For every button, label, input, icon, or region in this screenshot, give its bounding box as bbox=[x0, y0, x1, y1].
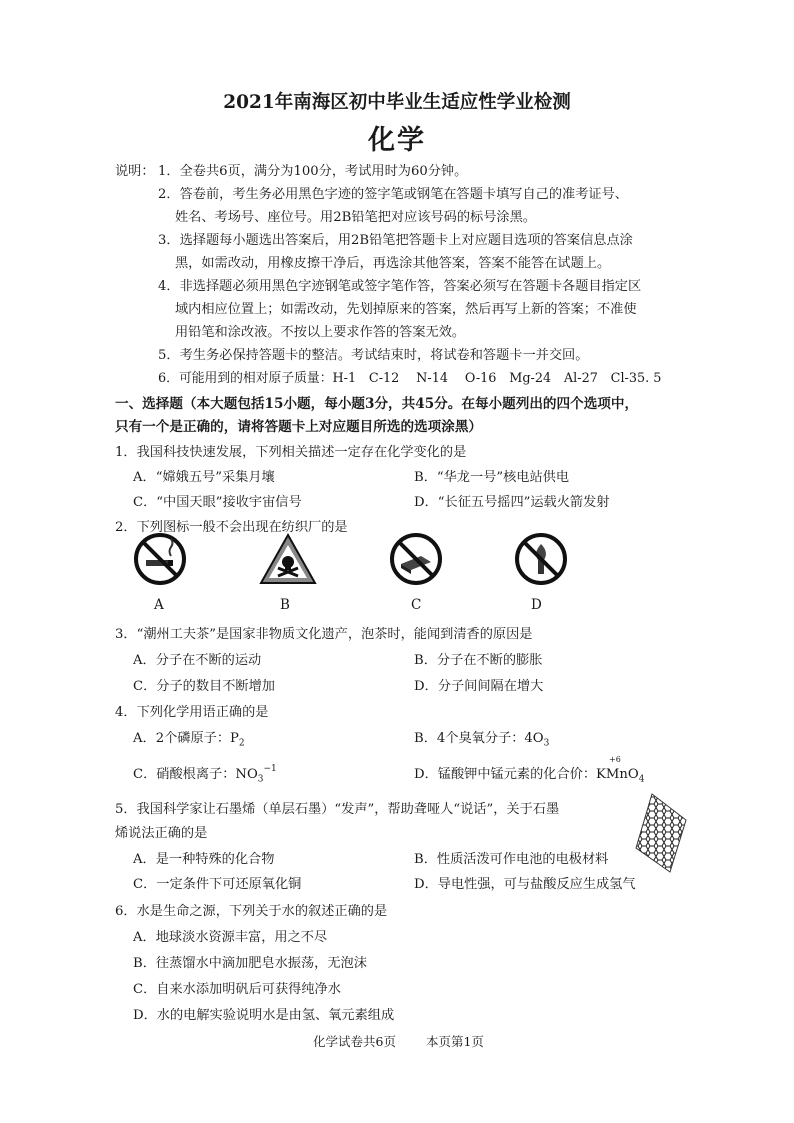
question-1-option-a: A．“嫦娥五号”采集月壤 bbox=[133, 470, 275, 485]
question-2-label-a: A bbox=[154, 597, 164, 613]
question-2-label-d: D bbox=[531, 597, 542, 613]
instruction-line: 6．可能用到的相对原子质量：H-1 C-12 N-14 O-16 Mg-24 Al-27 Cl-35. 5 bbox=[158, 371, 662, 386]
question-1-option-b: B．“华龙一号”核电站供电 bbox=[414, 470, 570, 485]
question-4-option-c: C．硝酸根离子：$NO_3^{-1}$ bbox=[133, 763, 277, 785]
question-1-option-c: C．“中国天眼”接收宇宙信号 bbox=[133, 495, 302, 510]
section-heading: 只有一个是正确的，请将答题卡上对应题目所选的选项涂黑） bbox=[115, 419, 483, 435]
question-4-option-b: B．4个臭氧分子：$4O_3$ bbox=[414, 731, 550, 749]
instruction-line: 黑，如需改动，用橡皮擦干净后，再选涂其他答案，答案不能答在试题上。 bbox=[175, 256, 611, 271]
question-4-option-d: D．锰酸钾中锰元素的化合价： +6 KMnO$_4$ bbox=[414, 755, 645, 785]
question-3-option-a: A．分子在不断的运动 bbox=[133, 653, 262, 668]
instruction-line: 姓名、考场号、座位号。用2B铅笔把对应该号码的标号涂黑。 bbox=[175, 210, 536, 225]
question-3-option-b: B．分子在不断的膨胀 bbox=[414, 653, 543, 668]
question-5-stem: 烯说法正确的是 bbox=[115, 826, 208, 841]
question-5-option-b: B．性质活泼可作电池的电极材料 bbox=[414, 852, 609, 867]
no-open-flame-icon bbox=[514, 532, 568, 586]
section-heading: 一、选择题（本大题包括15小题，每小题3分，共45分。在每小题列出的四个选项中， bbox=[115, 396, 639, 412]
instructions-label: 说明： bbox=[115, 164, 155, 179]
instruction-line: 1．全卷共6页，满分为100分，考试用时为60分钟。 bbox=[158, 164, 468, 179]
question-4-option-a: A．2个磷原子：$P_2$ bbox=[133, 731, 245, 749]
instruction-line: 4．非选择题必须用黑色字迹钢笔或签字笔作答，答案必须写在答题卡各题目指定区 bbox=[158, 279, 642, 294]
question-5-option-d: D．导电性强，可与盐酸反应生成氢气 bbox=[414, 877, 636, 892]
question-2-label-b: B bbox=[280, 597, 290, 613]
question-6-option-d: D．水的电解实验说明水是由氢、氧元素组成 bbox=[133, 1008, 395, 1023]
question-5-option-a: A．是一种特殊的化合物 bbox=[133, 852, 275, 867]
question-3-option-c: C．分子的数目不断增加 bbox=[133, 679, 275, 694]
question-2-stem: 2．下列图标一般不会出现在纺织厂的是 bbox=[115, 520, 348, 535]
question-6-option-a: A．地球淡水资源丰富，用之不尽 bbox=[133, 930, 328, 945]
question-3-stem: 3．“潮州工夫茶”是国家非物质文化遗产，泡茶时，能闻到清香的原因是 bbox=[115, 627, 533, 642]
instruction-line: 用铅笔和涂改液。不按以上要求作答的答案无效。 bbox=[175, 325, 466, 340]
no-smoking-icon bbox=[133, 532, 187, 586]
question-6-option-c: C．自来水添加明矾后可获得纯净水 bbox=[133, 982, 341, 997]
question-1-option-d: D．“长征五号摇四”运载火箭发射 bbox=[414, 495, 610, 510]
question-4-stem: 4．下列化学用语正确的是 bbox=[115, 705, 269, 720]
question-5-stem: 5．我国科学家让石墨烯（单层石墨）“发声”，帮助聋哑人“说话”，关于石墨 bbox=[115, 802, 560, 817]
question-6-option-b: B．往蒸馏水中滴加肥皂水振荡，无泡沫 bbox=[133, 956, 367, 971]
instruction-line: 域内相应位置上；如需改动，先划掉原来的答案，然后再写上新的答案；不准使 bbox=[175, 302, 637, 317]
graphene-lattice-icon bbox=[632, 790, 688, 876]
instruction-line: 2．答卷前，考生务必用黑色字迹的签字笔或钢笔在答题卡填写自己的准考证号、 bbox=[158, 187, 628, 202]
subject-title: 化学 bbox=[368, 125, 426, 156]
page-title: 2021年南海区初中毕业生适应性学业检测 bbox=[223, 92, 571, 113]
instruction-line: 5．考生务必保持答题卡的整洁。考试结束时，将试卷和答题卡一并交回。 bbox=[158, 348, 589, 363]
question-3-option-d: D．分子间间隔在增大 bbox=[414, 679, 544, 694]
page-footer bbox=[313, 1032, 484, 1050]
question-1-stem: 1．我国科技快速发展，下列相关描述一定存在化学变化的是 bbox=[115, 445, 467, 460]
toxic-hazard-icon bbox=[258, 532, 318, 586]
question-2-label-c: C bbox=[411, 597, 422, 613]
footer-page-number: 本页第1页 bbox=[425, 1034, 484, 1049]
instruction-line: 3．选择题每小题选出答案后，用2B铅笔把答题卡上对应题目选项的答案信息点涂 bbox=[158, 233, 633, 248]
no-matches-icon bbox=[389, 532, 443, 586]
question-5-option-c: C．一定条件下可还原氧化铜 bbox=[133, 877, 302, 892]
footer-total-pages: 化学试卷共6页 bbox=[313, 1034, 396, 1049]
question-6-stem: 6．水是生命之源，下列关于水的叙述正确的是 bbox=[115, 904, 388, 919]
